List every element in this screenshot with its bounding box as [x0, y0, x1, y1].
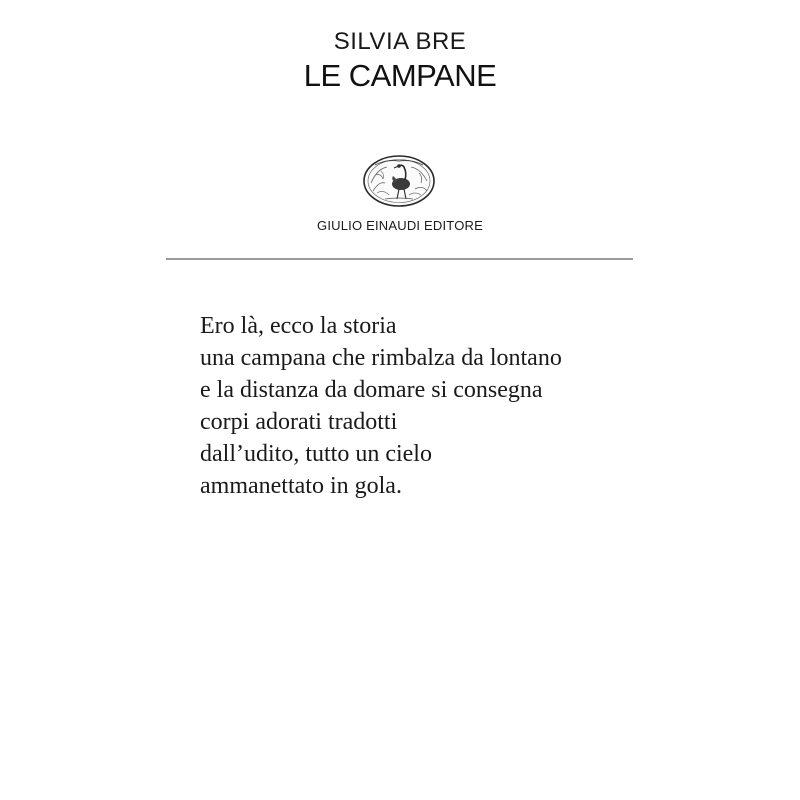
poem-line: Ero là, ecco la storia — [200, 313, 397, 339]
poem-line: dall’udito, tutto un cielo — [200, 441, 432, 467]
poem-line: corpi adorati tradotti — [200, 409, 398, 435]
poem-line: ammanettato in gola. — [200, 473, 402, 499]
poem-excerpt — [200, 310, 562, 502]
book-title: LE CAMPANE — [303, 58, 497, 93]
poem-line: una campana che rimbalza da lontano — [200, 345, 562, 371]
poem-line: e la distanza da domare si consegna — [200, 377, 543, 403]
publisher-name: GIULIO EINAUDI EDITORE — [317, 218, 483, 233]
divider-line — [166, 258, 633, 260]
einaudi-ostrich-emblem-icon — [361, 153, 437, 209]
author-name: SILVIA BRE — [333, 28, 467, 55]
